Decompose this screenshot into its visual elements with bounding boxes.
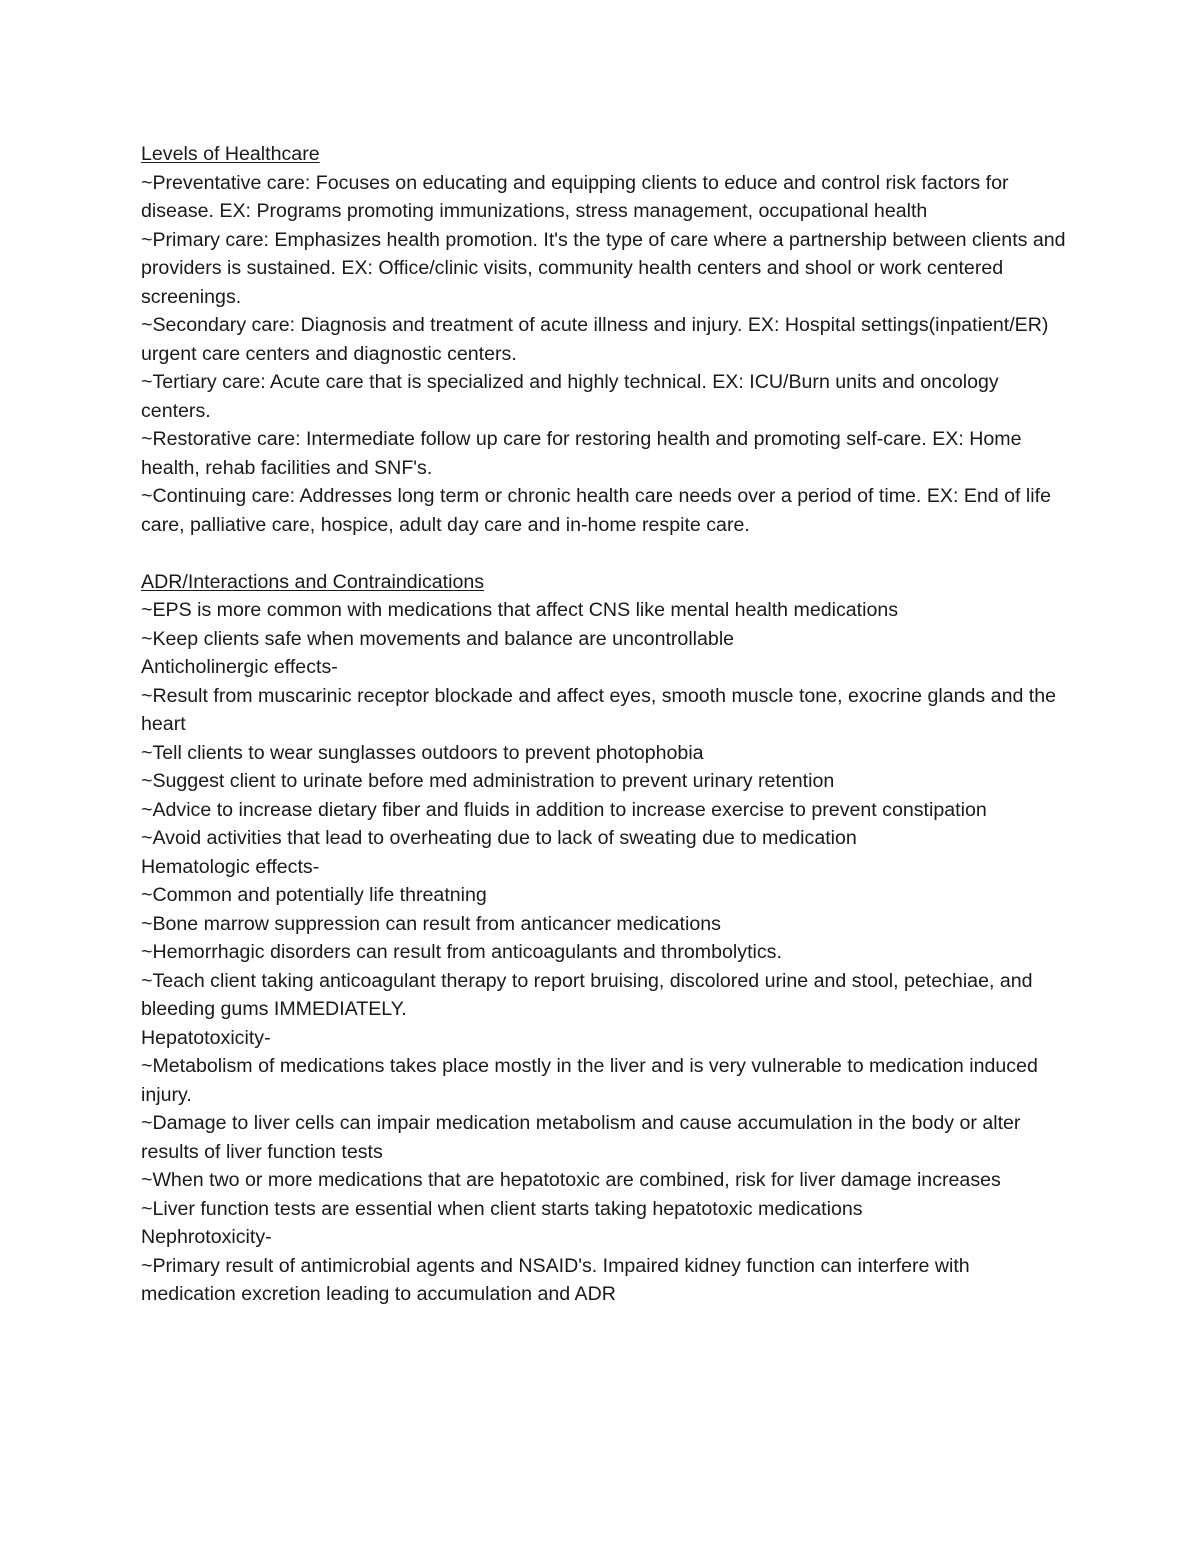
paragraph-hemorrhagic: ~Hemorrhagic disorders can result from anticoagulants and thrombolytics. (141, 941, 782, 963)
paragraph-continuing-care: ~Continuing care: Addresses long term or chronic health care needs over a period of time. EX: End of life care, palliative care, hospice, adult day care and in-home respite care. (141, 485, 1051, 536)
subheading-hepatotoxicity: Hepatotoxicity- (141, 1026, 271, 1049)
section-heading-adr-interactions: ADR/Interactions and Contraindications (141, 570, 485, 593)
paragraph-secondary-care: ~Secondary care: Diagnosis and treatment of acute illness and injury. EX: Hospital settings(inpatient/ER) urgent care centers and diagnostic centers. (141, 314, 1049, 365)
subheading-anticholinergic-effects: Anticholinergic effects- (141, 656, 338, 678)
paragraph-urinate: ~Suggest client to urinate before med administration to prevent urinary retention (141, 770, 835, 792)
paragraph-hepatotoxic-combined: ~When two or more medications that are hepatotoxic are combined, risk for liver damage increases (141, 1169, 1001, 1191)
paragraph-restorative-care: ~Restorative care: Intermediate follow up care for restoring health and promoting self-care. EX: Home health, rehab facilities and SNF's. (141, 428, 1022, 479)
paragraph-overheating: ~Avoid activities that lead to overheating due to lack of sweating due to medication (141, 827, 857, 849)
paragraph-dietary-fiber: ~Advice to increase dietary fiber and fluids in addition to increase exercise to prevent constipation (141, 798, 987, 821)
paragraph-liver-metabolism: ~Metabolism of medications takes place mostly in the liver and is very vulnerable to medication induced injury. (141, 1055, 1038, 1106)
subheading-hematologic-effects: Hematologic effects- (141, 855, 320, 878)
paragraph-anticoagulant-teaching: ~Teach client taking anticoagulant therapy to report bruising, discolored urine and stool, petechiae, and bleeding gums IMMEDIATELY. (141, 969, 1033, 1020)
section-heading-levels-of-healthcare: Levels of Healthcare (141, 143, 320, 165)
paragraph-muscarinic-blockade: ~Result from muscarinic receptor blockade and affect eyes, smooth muscle tone, exocrine glands and the heart (141, 684, 1057, 735)
subheading-nephrotoxicity: Nephrotoxicity- (141, 1226, 272, 1248)
paragraph-antimicrobial-nsaids: ~Primary result of antimicrobial agents and NSAID's. Impaired kidney function can interfere with medication excretion leading to accumulation and ADR (141, 1254, 970, 1305)
paragraph-preventative-care: ~Preventative care: Focuses on educating and equipping clients to educe and control risk factors for disease. EX: Programs promoting immunizations, stress management, occupational health (141, 171, 1009, 222)
paragraph-primary-care: ~Primary care: Emphasizes health promotion. It's the type of care where a partnership between clients and providers is sustained. EX: Office/clinic visits, community health centers and shool or work centered screenings. (141, 228, 1066, 308)
paragraph-tertiary-care: ~Tertiary care: Acute care that is specialized and highly technical. EX: ICU/Burn units and oncology centers. (141, 371, 999, 422)
paragraph-sunglasses: ~Tell clients to wear sunglasses outdoors to prevent photophobia (141, 741, 704, 764)
paragraph-liver-damage: ~Damage to liver cells can impair medication metabolism and cause accumulation in the body or alter results of liver function tests (141, 1112, 1021, 1163)
section-spacer (141, 539, 1066, 568)
paragraph-eps: ~EPS is more common with medications that affect CNS like mental health medications (141, 599, 899, 621)
paragraph-liver-function-tests: ~Liver function tests are essential when client starts taking hepatotoxic medications (141, 1197, 863, 1220)
paragraph-keep-clients-safe: ~Keep clients safe when movements and balance are uncontrollable (141, 627, 735, 650)
document-body (141, 140, 1066, 1309)
paragraph-bone-marrow: ~Bone marrow suppression can result from anticancer medications (141, 912, 721, 935)
paragraph-life-threatning: ~Common and potentially life threatning (141, 884, 487, 906)
